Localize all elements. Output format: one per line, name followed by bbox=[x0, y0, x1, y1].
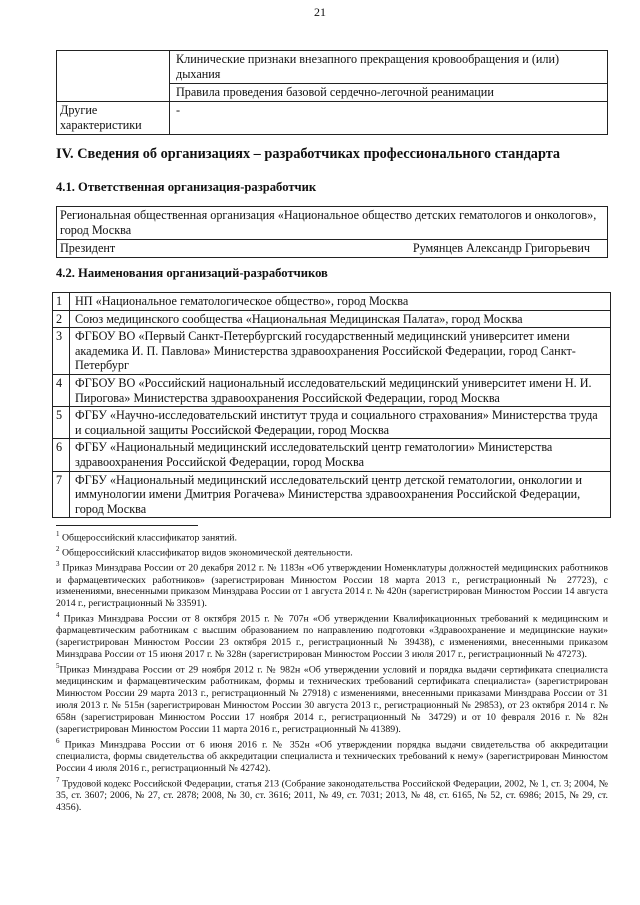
footnote-mark: 2 bbox=[56, 545, 60, 554]
footnote-text: Приказ Минздрава России от 20 декабря 2012 г. № 1183н «Об утверждении Номенклатуры должностей медицинских работников и фармацевтических работников» (зарегистрирован Минюстом России 18 марта 2013 г., регистрационный № 27723), с изменениями, внесенными приказом Минздрава России от 1 августа 2014 г. № 420н (зарегистрирован Минюстом России 14 августа 2014 г., регистрационный № 33591). bbox=[56, 562, 608, 610]
org-text: Союз медицинского сообщества «Национальная Медицинская Палата», город Москва bbox=[70, 310, 611, 328]
footnote-text: Общероссийский классификатор занятий. bbox=[61, 532, 237, 544]
org-text: ФГБУ «Национальный медицинский исследовательский центр гематологии» Министерства здравоохранения Российской Федерации, город Москва bbox=[70, 439, 611, 471]
section-title: IV. Сведения об организациях – разработчиках профессионального стандарта bbox=[56, 146, 561, 162]
table-cell-empty bbox=[57, 51, 170, 102]
footnote-mark: 4 bbox=[56, 611, 60, 620]
table-cell: Правила проведения базовой сердечно-легочной реанимации bbox=[170, 84, 608, 102]
row-number: 3 bbox=[53, 328, 70, 375]
footnote-text: Приказ Минздрава России от 29 ноября 2012 г. № 982н «Об утверждении условий и порядка выдачи сертификата специалиста медицинским и фармацевтическим работникам, формы и технических требований сертификата специалиста» (зарегистрирован Минюстом России 29 марта 2013 г., регистрационный № 27918) с изменениями, внесенными приказами Минздрава России от 31 июля 2013 г. № 515н (зарегистрирован Минюстом России 30 августа 2013 г., регистрационный № 29853), от 23 октября 2014 г. № 658н (зарегистрирован Минюстом России 17 ноября 2014 г., регистрационный № 34729) и от 10 февраля 2016 г. № 82н (зарегистрирован Минюстом России 11 марта 2016 г., регистрационный № 41389). bbox=[56, 664, 608, 735]
person-name: Румянцев Александр Григорьевич bbox=[412, 241, 590, 255]
row-label-other-characteristics: Другие характеристики bbox=[57, 102, 170, 135]
table-cell: Клинические признаки внезапного прекращения кровообращения и (или) дыхания bbox=[170, 51, 608, 84]
table-row bbox=[53, 471, 611, 518]
president-line bbox=[60, 241, 604, 256]
org-text: ФГБОУ ВО «Первый Санкт-Петербургский государственный медицинский университет имени академика И. П. Павлова» Министерства здравоохранения Российской Федерации, город Санкт-Петербург bbox=[70, 328, 611, 375]
footnote bbox=[56, 544, 608, 559]
table-row bbox=[53, 328, 611, 375]
footnote-text: Общероссийский классификатор видов экономической деятельности. bbox=[61, 547, 353, 559]
footnote-divider bbox=[56, 525, 198, 526]
row-number: 4 bbox=[53, 374, 70, 406]
table-row bbox=[53, 407, 611, 439]
row-number: 7 bbox=[53, 471, 70, 518]
table-row bbox=[57, 51, 608, 84]
footnote bbox=[56, 661, 608, 736]
table-cell: - bbox=[170, 102, 608, 135]
responsible-org-table bbox=[56, 206, 608, 258]
developers-heading: 4.2. Наименования организаций-разработчиков bbox=[56, 266, 328, 280]
row-number: 1 bbox=[53, 293, 70, 311]
org-name: Региональная общественная организация «Национальное общество детских гематологов и онкологов», город Москва bbox=[57, 207, 608, 240]
row-number: 5 bbox=[53, 407, 70, 439]
footnote-text: Трудовой кодекс Российской Федерации, статья 213 (Собрание законодательства Российской Федерации, 2002, № 1, ст. 3; 2004, № 35, ст. 3607; 2006, № 27, ст. 2878; 2008, № 30, ст. 3616; 2011, № 49, ст. 7031; 2013, № 48, ст. 6165, № 52, ст. 6986; 2015, № 29, ст. 4356). bbox=[56, 778, 608, 813]
footnote bbox=[56, 559, 608, 610]
footnote-mark: 3 bbox=[56, 560, 60, 569]
org-text: ФГБУ «Научно-исследовательский институт труда и социального страхования» Министерства труда и социальной защиты Российской Федерации, город Москва bbox=[70, 407, 611, 439]
table-row bbox=[57, 207, 608, 240]
footnote bbox=[56, 529, 608, 544]
footnotes bbox=[56, 529, 608, 814]
table-row bbox=[53, 374, 611, 406]
table-row bbox=[57, 102, 608, 135]
footnote-mark: 1 bbox=[56, 530, 60, 538]
table-row bbox=[53, 439, 611, 471]
org-text: ФГБУ «Национальный медицинский исследовательский центр детской гематологии, онкологии и иммунологии имени Дмитрия Рогачева» Министерства здравоохранения Российской Федерации, город Москва bbox=[70, 471, 611, 518]
org-text: НП «Национальное гематологическое общество», город Москва bbox=[70, 293, 611, 311]
developers-table bbox=[52, 292, 611, 518]
footnote-mark: 5 bbox=[56, 662, 60, 671]
competencies-table bbox=[56, 50, 608, 135]
footnote bbox=[56, 736, 608, 775]
table-row bbox=[57, 240, 608, 258]
org-text: ФГБОУ ВО «Российский национальный исследовательский медицинский университет имени Н. И. Пирогова» Министерства здравоохранения Российской Федерации, город Москва bbox=[70, 374, 611, 406]
position-label: Президент bbox=[60, 241, 116, 255]
president-row bbox=[57, 240, 608, 258]
table-row bbox=[53, 310, 611, 328]
responsible-org-heading: 4.1. Ответственная организация-разработчик bbox=[56, 180, 317, 194]
footnote-text: Приказ Минздрава России от 8 октября 2015 г. № 707н «Об утверждении Квалификационных требований к медицинским и фармацевтическим работникам с высшим образованием по направлению подготовки «Здравоохранение и медицинские науки» (зарегистрирован Минюстом России 23 октября 2015 г., регистрационный № 39438), с изменениями, внесенными приказом Минздрава России от 15 июня 2017 г. № 328н (зарегистрирован Минюстом России 3 июля 2017 г., регистрационный № 47273). bbox=[56, 613, 609, 661]
footnote-mark: 6 bbox=[56, 736, 60, 745]
footnote bbox=[56, 775, 608, 814]
table-row bbox=[53, 293, 611, 311]
footnote-mark: 7 bbox=[56, 775, 60, 784]
row-number: 6 bbox=[53, 439, 70, 471]
footnote-text: Приказ Минздрава России от 6 июня 2016 г. № 352н «Об утверждении порядка выдачи свидетельства об аккредитации специалиста, формы свидетельства об аккредитации специалиста и технических требований к нему» (зарегистрирован Минюстом России 4 июля 2016 г., регистрационный № 42742). bbox=[56, 739, 609, 774]
footnote bbox=[56, 610, 608, 661]
row-number: 2 bbox=[53, 310, 70, 328]
page-number: 21 bbox=[314, 5, 326, 19]
